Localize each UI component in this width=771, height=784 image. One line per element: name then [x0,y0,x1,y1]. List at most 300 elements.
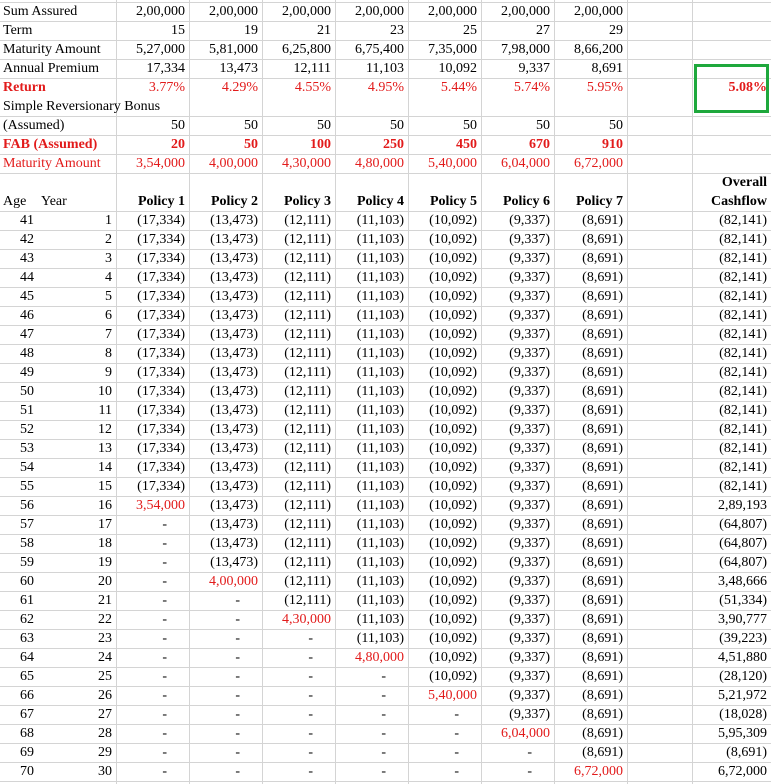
year-cell[interactable]: 10 [98,384,112,399]
policy-2-cashflow[interactable]: (13,473) [210,327,258,342]
policy-6-value[interactable]: 27 [536,23,550,38]
policy-1-cashflow[interactable]: - [162,764,167,779]
policy-2-cashflow[interactable]: (13,473) [210,460,258,475]
year-cell[interactable]: 20 [98,574,112,589]
policy-4-cashflow[interactable]: (11,103) [356,517,404,532]
header-policy-7[interactable]: Policy 7 [575,194,623,209]
policy-7-cashflow[interactable]: (8,691) [582,669,623,684]
policy-1-cashflow[interactable]: - [162,574,167,589]
policy-1-cashflow[interactable]: - [162,726,167,741]
policy-6-cashflow[interactable]: (9,337) [509,232,550,247]
policy-3-value[interactable]: 4,30,000 [282,156,331,171]
policy-5-cashflow[interactable]: - [454,745,459,760]
policy-6-cashflow[interactable]: (9,337) [509,574,550,589]
policy-1-cashflow[interactable]: - [162,555,167,570]
policy-3-cashflow[interactable]: (12,111) [284,251,331,266]
policy-6-value[interactable]: 5.74% [513,80,550,95]
age-cell[interactable]: 60 [20,574,34,589]
year-cell[interactable]: 14 [98,460,112,475]
policy-6-cashflow[interactable]: (9,337) [509,517,550,532]
policy-6-cashflow[interactable]: (9,337) [509,403,550,418]
policy-4-cashflow[interactable]: - [381,764,386,779]
year-cell[interactable]: 2 [105,232,112,247]
policy-5-cashflow[interactable]: (10,092) [429,289,477,304]
policy-3-cashflow[interactable]: (12,111) [284,479,331,494]
policy-2-cashflow[interactable]: - [235,707,240,722]
policy-6-value[interactable]: 2,00,000 [501,4,550,19]
year-cell[interactable]: 21 [98,593,112,608]
policy-6-cashflow[interactable]: (9,337) [509,536,550,551]
header-policy-2[interactable]: Policy 2 [210,194,258,209]
policy-3-cashflow[interactable]: (12,111) [284,270,331,285]
policy-4-value[interactable]: 11,103 [366,61,404,76]
age-cell[interactable]: 66 [20,688,34,703]
policy-2-cashflow[interactable]: - [235,726,240,741]
policy-7-cashflow[interactable]: (8,691) [582,403,623,418]
policy-7-value[interactable]: 8,66,200 [574,42,623,57]
policy-3-cashflow[interactable]: (12,111) [284,593,331,608]
age-cell[interactable]: 48 [20,346,34,361]
policy-6-cashflow[interactable]: (9,337) [509,251,550,266]
overall-cashflow[interactable]: 3,90,777 [718,612,767,627]
age-cell[interactable]: 49 [20,365,34,380]
policy-5-cashflow[interactable]: 5,40,000 [428,688,477,703]
policy-2-cashflow[interactable]: (13,473) [210,517,258,532]
policy-6-cashflow[interactable]: (9,337) [509,213,550,228]
policy-6-cashflow[interactable]: (9,337) [509,593,550,608]
year-cell[interactable]: 17 [98,517,112,532]
policy-1-value[interactable]: 50 [171,118,185,133]
header-policy-5[interactable]: Policy 5 [429,194,477,209]
policy-3-cashflow[interactable]: - [308,745,313,760]
policy-4-cashflow[interactable]: (11,103) [356,308,404,323]
policy-1-cashflow[interactable]: (17,334) [137,384,185,399]
row-label[interactable]: Maturity Amount [3,42,101,57]
policy-6-cashflow[interactable]: (9,337) [509,289,550,304]
policy-3-value[interactable]: 6,25,800 [282,42,331,57]
overall-cashflow[interactable]: (39,223) [719,631,767,646]
policy-5-cashflow[interactable]: (10,092) [429,460,477,475]
age-cell[interactable]: 57 [20,517,34,532]
overall-cashflow[interactable]: (82,141) [719,232,767,247]
policy-7-value[interactable]: 5.95% [586,80,623,95]
age-cell[interactable]: 61 [20,593,34,608]
policy-3-value[interactable]: 12,111 [293,61,331,76]
header-policy-4[interactable]: Policy 4 [356,194,404,209]
policy-3-cashflow[interactable]: - [308,764,313,779]
header-cashflow[interactable]: Cashflow [710,194,767,209]
overall-cashflow[interactable]: 5,21,972 [718,688,767,703]
age-cell[interactable]: 43 [20,251,34,266]
overall-cashflow[interactable]: (64,807) [719,536,767,551]
policy-2-cashflow[interactable]: (13,473) [210,498,258,513]
policy-4-value[interactable]: 2,00,000 [355,4,404,19]
policy-2-cashflow[interactable]: - [235,593,240,608]
policy-1-cashflow[interactable]: - [162,669,167,684]
policy-3-cashflow[interactable]: (12,111) [284,460,331,475]
policy-4-cashflow[interactable]: (11,103) [356,327,404,342]
policy-1-value[interactable]: 15 [171,23,185,38]
policy-4-cashflow[interactable]: - [381,688,386,703]
overall-cashflow[interactable]: (64,807) [719,555,767,570]
policy-5-cashflow[interactable]: (10,092) [429,213,477,228]
policy-6-cashflow[interactable]: (9,337) [509,384,550,399]
policy-5-cashflow[interactable]: (10,092) [429,232,477,247]
overall-cashflow[interactable]: (82,141) [719,479,767,494]
age-cell[interactable]: 62 [20,612,34,627]
policy-3-value[interactable]: 50 [317,118,331,133]
policy-6-cashflow[interactable]: (9,337) [509,650,550,665]
policy-2-cashflow[interactable]: - [235,631,240,646]
policy-6-cashflow[interactable]: - [527,745,532,760]
policy-7-cashflow[interactable]: (8,691) [582,384,623,399]
policy-5-cashflow[interactable]: (10,092) [429,479,477,494]
policy-7-cashflow[interactable]: (8,691) [582,593,623,608]
policy-7-cashflow[interactable]: (8,691) [582,612,623,627]
policy-6-cashflow[interactable]: (9,337) [509,346,550,361]
policy-3-cashflow[interactable]: (12,111) [284,555,331,570]
policy-7-cashflow[interactable]: (8,691) [582,289,623,304]
age-cell[interactable]: 52 [20,422,34,437]
policy-4-cashflow[interactable]: (11,103) [356,213,404,228]
policy-6-cashflow[interactable]: (9,337) [509,479,550,494]
policy-5-cashflow[interactable]: (10,092) [429,365,477,380]
age-cell[interactable]: 58 [20,536,34,551]
policy-5-cashflow[interactable]: (10,092) [429,669,477,684]
policy-5-cashflow[interactable]: (10,092) [429,517,477,532]
policy-2-value[interactable]: 13,473 [219,61,258,76]
policy-4-cashflow[interactable]: (11,103) [356,631,404,646]
year-cell[interactable]: 7 [105,327,112,342]
policy-3-cashflow[interactable]: (12,111) [284,536,331,551]
policy-4-value[interactable]: 6,75,400 [355,42,404,57]
policy-4-cashflow[interactable]: (11,103) [356,251,404,266]
policy-7-value[interactable]: 2,00,000 [574,4,623,19]
policy-7-cashflow[interactable]: (8,691) [582,270,623,285]
policy-2-value[interactable]: 50 [244,118,258,133]
policy-2-cashflow[interactable]: (13,473) [210,441,258,456]
policy-6-cashflow[interactable]: (9,337) [509,612,550,627]
year-cell[interactable]: 27 [98,707,112,722]
year-cell[interactable]: 16 [98,498,112,513]
policy-5-cashflow[interactable]: (10,092) [429,498,477,513]
policy-7-cashflow[interactable]: (8,691) [582,536,623,551]
policy-7-cashflow[interactable]: (8,691) [582,631,623,646]
policy-1-cashflow[interactable]: (17,334) [137,232,185,247]
policy-5-value[interactable]: 2,00,000 [428,4,477,19]
policy-2-cashflow[interactable]: (13,473) [210,232,258,247]
policy-5-cashflow[interactable]: (10,092) [429,631,477,646]
policy-5-cashflow[interactable]: (10,092) [429,574,477,589]
year-cell[interactable]: 9 [105,365,112,380]
overall-cashflow[interactable]: 2,89,193 [718,498,767,513]
policy-3-cashflow[interactable]: (12,111) [284,517,331,532]
policy-7-cashflow[interactable]: (8,691) [582,346,623,361]
age-cell[interactable]: 46 [20,308,34,323]
overall-cashflow[interactable]: (82,141) [719,308,767,323]
policy-2-value[interactable]: 4,00,000 [209,156,258,171]
policy-5-cashflow[interactable]: (10,092) [429,593,477,608]
policy-1-cashflow[interactable]: - [162,707,167,722]
policy-3-cashflow[interactable]: - [308,726,313,741]
header-policy-3[interactable]: Policy 3 [283,194,331,209]
age-cell[interactable]: 42 [20,232,34,247]
policy-5-value[interactable]: 25 [463,23,477,38]
policy-3-cashflow[interactable]: (12,111) [284,441,331,456]
overall-cashflow[interactable]: 3,48,666 [718,574,767,589]
policy-7-value[interactable]: 910 [602,137,623,152]
policy-1-cashflow[interactable]: - [162,593,167,608]
year-cell[interactable]: 24 [98,650,112,665]
policy-1-cashflow[interactable]: 3,54,000 [136,498,185,513]
policy-6-cashflow[interactable]: (9,337) [509,555,550,570]
overall-cashflow[interactable]: (82,141) [719,422,767,437]
policy-4-value[interactable]: 50 [390,118,404,133]
policy-7-cashflow[interactable]: (8,691) [582,232,623,247]
policy-5-cashflow[interactable]: (10,092) [429,536,477,551]
overall-cashflow[interactable]: (28,120) [719,669,767,684]
row-label[interactable]: Annual Premium [3,61,100,76]
row-label[interactable]: (Assumed) [3,118,65,133]
policy-7-cashflow[interactable]: (8,691) [582,213,623,228]
policy-1-cashflow[interactable]: (17,334) [137,422,185,437]
policy-5-value[interactable]: 10,092 [438,61,477,76]
age-cell[interactable]: 65 [20,669,34,684]
policy-6-cashflow[interactable]: 6,04,000 [501,726,550,741]
policy-7-cashflow[interactable]: (8,691) [582,422,623,437]
policy-1-cashflow[interactable]: (17,334) [137,308,185,323]
policy-5-value[interactable]: 5,40,000 [428,156,477,171]
policy-4-cashflow[interactable]: (11,103) [356,365,404,380]
policy-2-cashflow[interactable]: (13,473) [210,251,258,266]
policy-2-cashflow[interactable]: 4,00,000 [209,574,258,589]
policy-5-cashflow[interactable]: (10,092) [429,327,477,342]
overall-cashflow[interactable]: (82,141) [719,289,767,304]
policy-3-value[interactable]: 4.55% [294,80,331,95]
policy-4-cashflow[interactable]: (11,103) [356,612,404,627]
header-age[interactable]: Age [3,194,27,209]
policy-3-cashflow[interactable]: (12,111) [284,498,331,513]
year-cell[interactable]: 15 [98,479,112,494]
policy-4-cashflow[interactable]: (11,103) [356,422,404,437]
overall-cashflow[interactable]: (82,141) [719,213,767,228]
age-cell[interactable]: 53 [20,441,34,456]
policy-7-cashflow[interactable]: (8,691) [582,251,623,266]
policy-4-cashflow[interactable]: (11,103) [356,384,404,399]
policy-2-cashflow[interactable]: (13,473) [210,308,258,323]
policy-5-cashflow[interactable]: (10,092) [429,650,477,665]
policy-7-value[interactable]: 50 [609,118,623,133]
age-cell[interactable]: 55 [20,479,34,494]
overall-cashflow[interactable]: (8,691) [726,745,767,760]
overall-cashflow[interactable]: (82,141) [719,384,767,399]
year-cell[interactable]: 30 [98,764,112,779]
policy-4-cashflow[interactable]: - [381,745,386,760]
policy-2-cashflow[interactable]: - [235,612,240,627]
policy-2-value[interactable]: 4.29% [221,80,258,95]
policy-4-cashflow[interactable]: - [381,726,386,741]
policy-5-cashflow[interactable]: (10,092) [429,422,477,437]
policy-5-cashflow[interactable]: - [454,726,459,741]
policy-6-cashflow[interactable]: (9,337) [509,631,550,646]
policy-1-value[interactable]: 17,334 [146,61,185,76]
policy-1-value[interactable]: 3.77% [148,80,185,95]
row-label[interactable]: Return [3,80,46,95]
overall-cashflow[interactable]: (82,141) [719,270,767,285]
year-cell[interactable]: 11 [98,403,112,418]
policy-3-value[interactable]: 21 [317,23,331,38]
policy-7-cashflow[interactable]: (8,691) [582,688,623,703]
overall-cashflow[interactable]: 5,95,309 [718,726,767,741]
age-cell[interactable]: 47 [20,327,34,342]
policy-1-cashflow[interactable]: - [162,631,167,646]
policy-6-cashflow[interactable]: (9,337) [509,498,550,513]
policy-7-cashflow[interactable]: (8,691) [582,745,623,760]
policy-7-cashflow[interactable]: (8,691) [582,327,623,342]
policy-1-cashflow[interactable]: - [162,688,167,703]
age-cell[interactable]: 63 [20,631,34,646]
policy-3-cashflow[interactable]: - [308,650,313,665]
policy-1-value[interactable]: 3,54,000 [136,156,185,171]
policy-1-cashflow[interactable]: (17,334) [137,403,185,418]
policy-6-cashflow[interactable]: (9,337) [509,707,550,722]
policy-6-cashflow[interactable]: (9,337) [509,365,550,380]
policy-6-cashflow[interactable]: (9,337) [509,422,550,437]
overall-cashflow[interactable]: (82,141) [719,251,767,266]
policy-5-cashflow[interactable]: (10,092) [429,384,477,399]
overall-cashflow[interactable]: (18,028) [719,707,767,722]
policy-7-cashflow[interactable]: 6,72,000 [574,764,623,779]
policy-4-cashflow[interactable]: (11,103) [356,479,404,494]
policy-1-cashflow[interactable]: - [162,612,167,627]
row-label[interactable]: Simple Reversionary Bonus [3,99,161,114]
policy-5-value[interactable]: 5.44% [440,80,477,95]
policy-4-cashflow[interactable]: (11,103) [356,574,404,589]
age-cell[interactable]: 68 [20,726,34,741]
policy-2-cashflow[interactable]: - [235,650,240,665]
policy-4-cashflow[interactable]: (11,103) [356,593,404,608]
policy-6-cashflow[interactable]: (9,337) [509,669,550,684]
policy-6-cashflow[interactable]: (9,337) [509,688,550,703]
policy-7-cashflow[interactable]: (8,691) [582,726,623,741]
policy-4-cashflow[interactable]: 4,80,000 [355,650,404,665]
policy-5-value[interactable]: 50 [463,118,477,133]
age-cell[interactable]: 51 [20,403,34,418]
policy-6-cashflow[interactable]: (9,337) [509,441,550,456]
policy-2-cashflow[interactable]: (13,473) [210,289,258,304]
policy-4-value[interactable]: 250 [383,137,404,152]
policy-4-cashflow[interactable]: - [381,707,386,722]
year-cell[interactable]: 19 [98,555,112,570]
policy-2-cashflow[interactable]: - [235,764,240,779]
row-label[interactable]: Maturity Amount [3,156,101,171]
policy-3-cashflow[interactable]: (12,111) [284,574,331,589]
policy-5-cashflow[interactable]: (10,092) [429,441,477,456]
row-label[interactable]: Term [3,23,33,38]
policy-1-cashflow[interactable]: (17,334) [137,441,185,456]
policy-3-cashflow[interactable]: 4,30,000 [282,612,331,627]
policy-7-cashflow[interactable]: (8,691) [582,517,623,532]
policy-3-cashflow[interactable]: (12,111) [284,403,331,418]
policy-4-cashflow[interactable]: - [381,669,386,684]
policy-6-value[interactable]: 9,337 [518,61,550,76]
age-cell[interactable]: 45 [20,289,34,304]
age-cell[interactable]: 44 [20,270,34,285]
policy-3-cashflow[interactable]: (12,111) [284,232,331,247]
policy-5-cashflow[interactable]: (10,092) [429,346,477,361]
header-overall[interactable]: Overall [721,175,767,190]
year-cell[interactable]: 26 [98,688,112,703]
year-cell[interactable]: 6 [105,308,112,323]
policy-2-cashflow[interactable]: (13,473) [210,213,258,228]
age-cell[interactable]: 50 [20,384,34,399]
policy-4-value[interactable]: 4,80,000 [355,156,404,171]
row-label[interactable]: Sum Assured [3,4,78,19]
policy-7-cashflow[interactable]: (8,691) [582,308,623,323]
policy-2-cashflow[interactable]: (13,473) [210,479,258,494]
policy-4-cashflow[interactable]: (11,103) [356,232,404,247]
policy-1-cashflow[interactable]: - [162,650,167,665]
policy-1-cashflow[interactable]: - [162,745,167,760]
year-cell[interactable]: 28 [98,726,112,741]
policy-2-cashflow[interactable]: - [235,745,240,760]
policy-7-value[interactable]: 6,72,000 [574,156,623,171]
overall-cashflow[interactable]: (51,334) [719,593,767,608]
policy-7-cashflow[interactable]: (8,691) [582,555,623,570]
policy-2-cashflow[interactable]: (13,473) [210,346,258,361]
policy-3-cashflow[interactable]: (12,111) [284,308,331,323]
policy-3-value[interactable]: 100 [310,137,331,152]
policy-2-value[interactable]: 19 [244,23,258,38]
policy-6-cashflow[interactable]: (9,337) [509,327,550,342]
policy-4-cashflow[interactable]: (11,103) [356,460,404,475]
overall-cashflow[interactable]: (82,141) [719,327,767,342]
policy-6-cashflow[interactable]: (9,337) [509,460,550,475]
policy-6-cashflow[interactable]: - [527,764,532,779]
overall-cashflow[interactable]: 4,51,880 [718,650,767,665]
policy-4-cashflow[interactable]: (11,103) [356,498,404,513]
policy-2-value[interactable]: 2,00,000 [209,4,258,19]
year-cell[interactable]: 5 [105,289,112,304]
policy-1-cashflow[interactable]: (17,334) [137,289,185,304]
policy-1-cashflow[interactable]: (17,334) [137,460,185,475]
policy-1-cashflow[interactable]: (17,334) [137,365,185,380]
age-cell[interactable]: 56 [20,498,34,513]
policy-2-value[interactable]: 50 [244,137,258,152]
policy-5-cashflow[interactable]: (10,092) [429,612,477,627]
header-policy-6[interactable]: Policy 6 [502,194,550,209]
policy-2-cashflow[interactable]: - [235,669,240,684]
policy-3-cashflow[interactable]: (12,111) [284,213,331,228]
policy-3-cashflow[interactable]: (12,111) [284,327,331,342]
policy-7-value[interactable]: 29 [609,23,623,38]
policy-6-cashflow[interactable]: (9,337) [509,308,550,323]
policy-4-cashflow[interactable]: (11,103) [356,403,404,418]
policy-2-cashflow[interactable]: (13,473) [210,365,258,380]
policy-7-cashflow[interactable]: (8,691) [582,441,623,456]
policy-7-value[interactable]: 8,691 [591,61,623,76]
policy-4-cashflow[interactable]: (11,103) [356,441,404,456]
policy-5-cashflow[interactable]: - [454,764,459,779]
policy-4-cashflow[interactable]: (11,103) [356,270,404,285]
overall-return-value[interactable]: 5.08% [728,80,767,95]
policy-6-value[interactable]: 670 [529,137,550,152]
policy-5-cashflow[interactable]: (10,092) [429,251,477,266]
header-year[interactable]: Year [41,194,67,209]
policy-2-cashflow[interactable]: (13,473) [210,422,258,437]
policy-6-value[interactable]: 6,04,000 [501,156,550,171]
overall-cashflow[interactable]: (82,141) [719,460,767,475]
